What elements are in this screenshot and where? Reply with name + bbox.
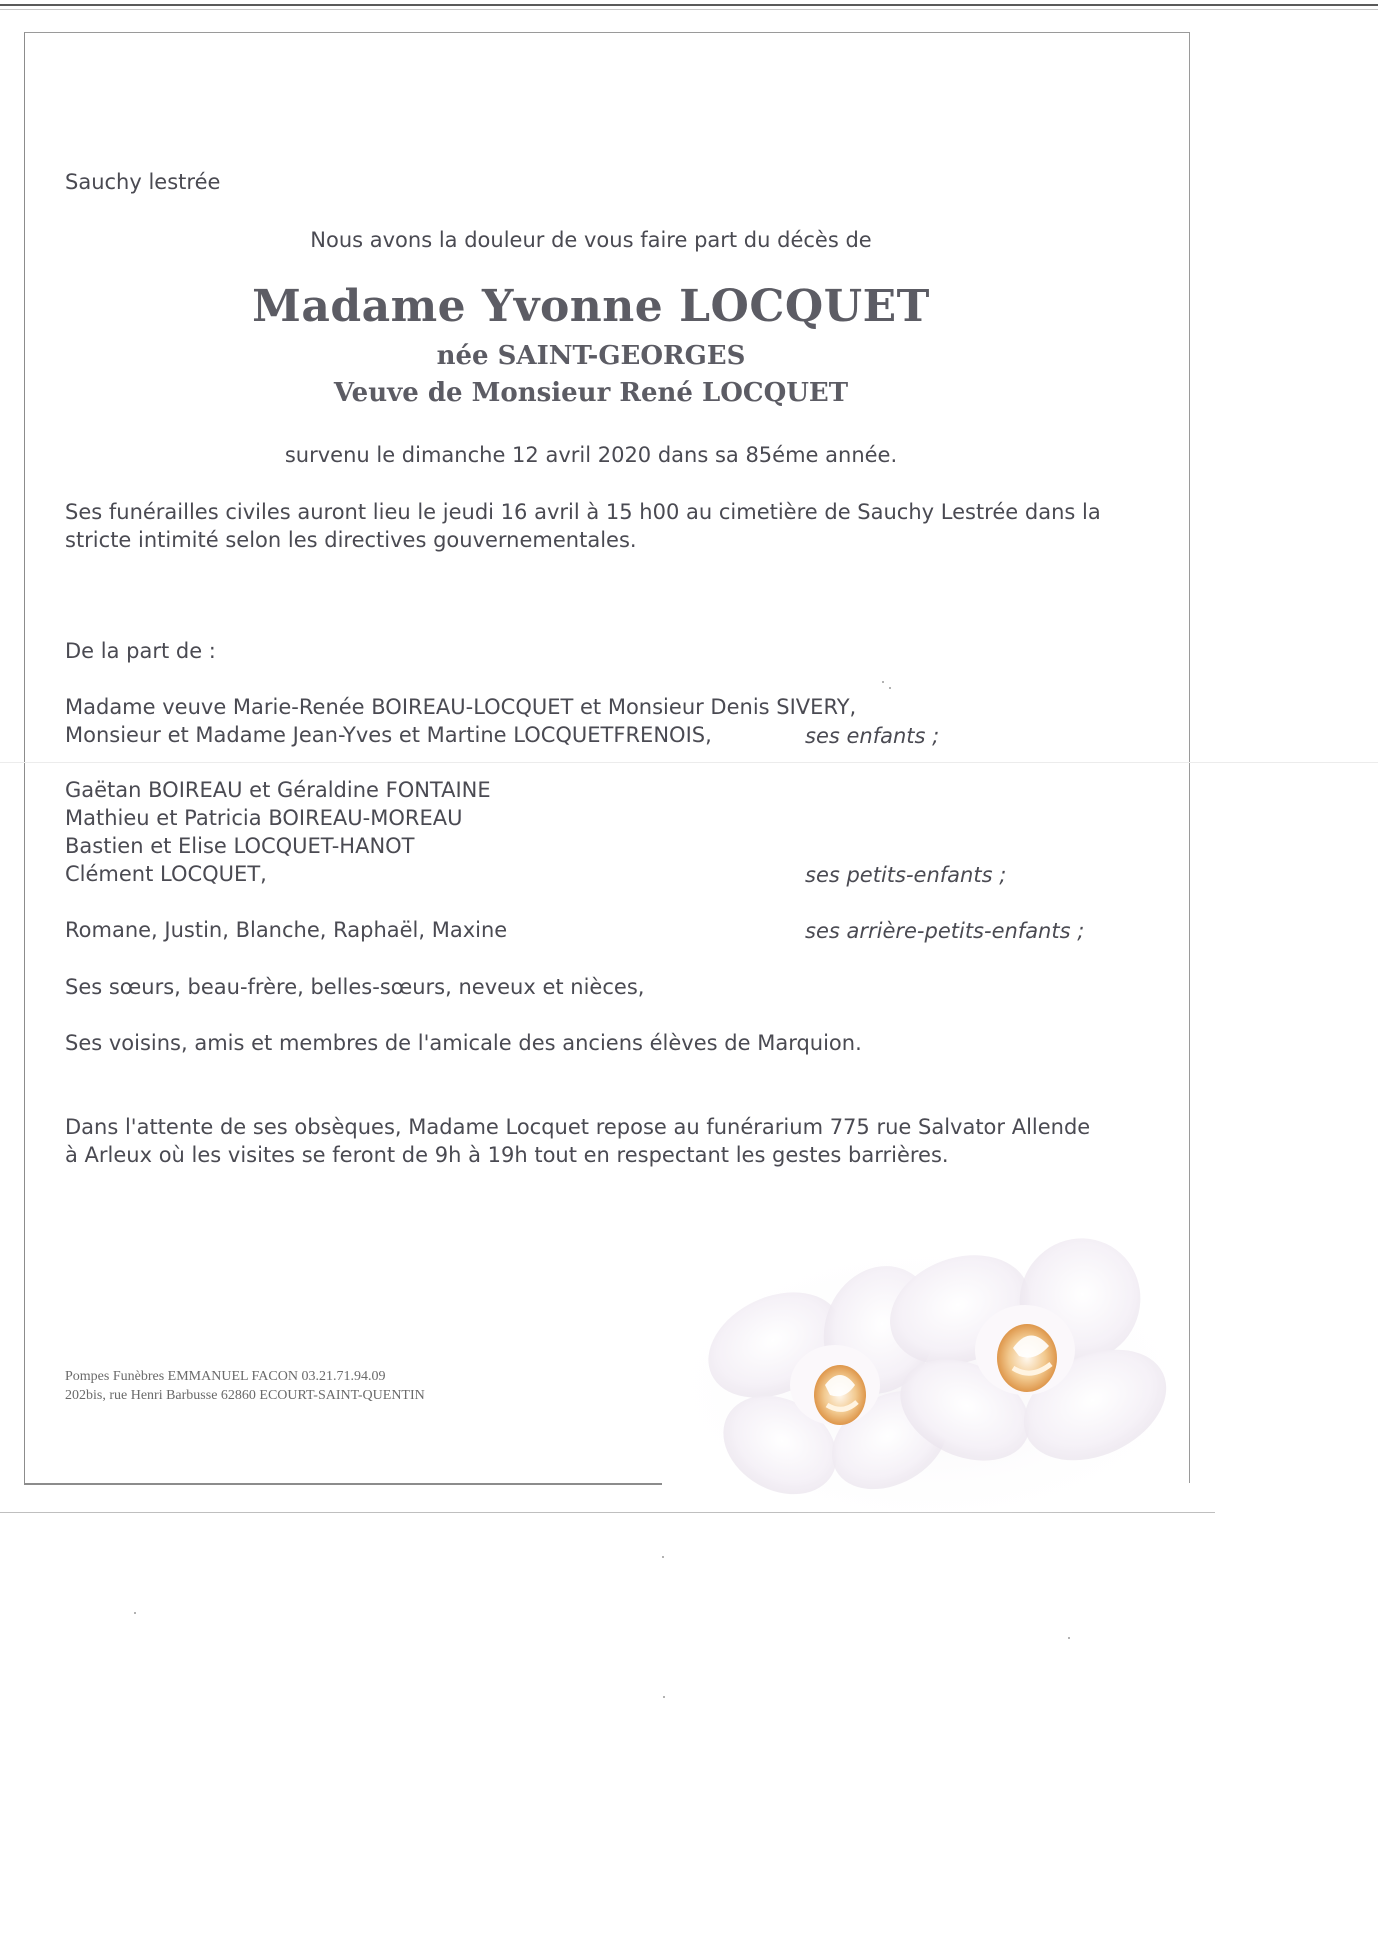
grandchild-line-3: Bastien et Elise LOCQUET-HANOT xyxy=(65,834,415,858)
scan-speck xyxy=(134,1612,136,1614)
great-grandchildren: Romane, Justin, Blanche, Raphaël, Maxine xyxy=(65,918,508,942)
death-notice: survenu le dimanche 12 avril 2020 dans sa 85éme année. xyxy=(284,443,898,467)
widow-of: Veuve de Monsieur René LOCQUET xyxy=(333,378,849,408)
birth-name: née SAINT-GEORGES xyxy=(436,341,746,371)
deceased-name: Madame Yvonne LOCQUET xyxy=(252,281,930,332)
scan-edge-top-faint xyxy=(0,9,1378,10)
fold-line xyxy=(0,762,1378,763)
from-label: De la part de : xyxy=(65,639,216,663)
orchid-flowers-icon xyxy=(660,1215,1200,1515)
funeral-details: Ses funérailles civiles auront lieu le jeudi 16 avril à 15 h00 au cimetière de Sauchy Lestrée dans la stricte intimité selon les directives gouvernementales. xyxy=(65,500,1101,552)
intro-text: Nous avons la douleur de vous faire part du décès de xyxy=(310,228,872,252)
child-line-2: Monsieur et Madame Jean-Yves et Martine LOCQUETFRENOIS, xyxy=(65,723,712,747)
grandchild-line-1: Gaëtan BOIREAU et Géraldine FONTAINE xyxy=(65,778,491,802)
great-grandchildren-label: ses arrière-petits-enfants ; xyxy=(805,919,1085,943)
scan-speck xyxy=(663,1696,665,1698)
grandchildren-label: ses petits-enfants ; xyxy=(805,863,1007,887)
visitation-details: Dans l'attente de ses obsèques, Madame Locquet repose au funérarium 775 rue Salvator Allende à Arleux où les visites se feront de 9h à 19h tout en respectant les gestes barrières. xyxy=(65,1115,1091,1167)
friends-line: Ses voisins, amis et membres de l'amicale des anciens élèves de Marquion. xyxy=(65,1031,862,1055)
scan-speck xyxy=(662,1556,664,1558)
children-label: ses enfants ; xyxy=(805,724,940,748)
funeral-home-line-1: Pompes Funèbres EMMANUEL FACON 03.21.71.94.09 xyxy=(65,1369,386,1384)
grandchild-line-4: Clément LOCQUET, xyxy=(65,862,267,886)
grandchild-line-2: Mathieu et Patricia BOIREAU-MOREAU xyxy=(65,806,463,830)
scan-speck xyxy=(1068,1637,1070,1639)
scan-speck xyxy=(882,681,884,683)
scan-edge-top xyxy=(0,4,1378,6)
siblings-line: Ses sœurs, beau-frère, belles-sœurs, neveux et nièces, xyxy=(65,975,645,999)
card-border-bottom xyxy=(24,1483,662,1485)
scan-speck xyxy=(889,687,891,689)
place-name: Sauchy lestrée xyxy=(65,170,221,194)
funeral-home-line-2: 202bis, rue Henri Barbusse 62860 ECOURT-SAINT-QUENTIN xyxy=(65,1388,425,1403)
child-line-1: Madame veuve Marie-Renée BOIREAU-LOCQUET et Monsieur Denis SIVERY, xyxy=(65,695,857,719)
